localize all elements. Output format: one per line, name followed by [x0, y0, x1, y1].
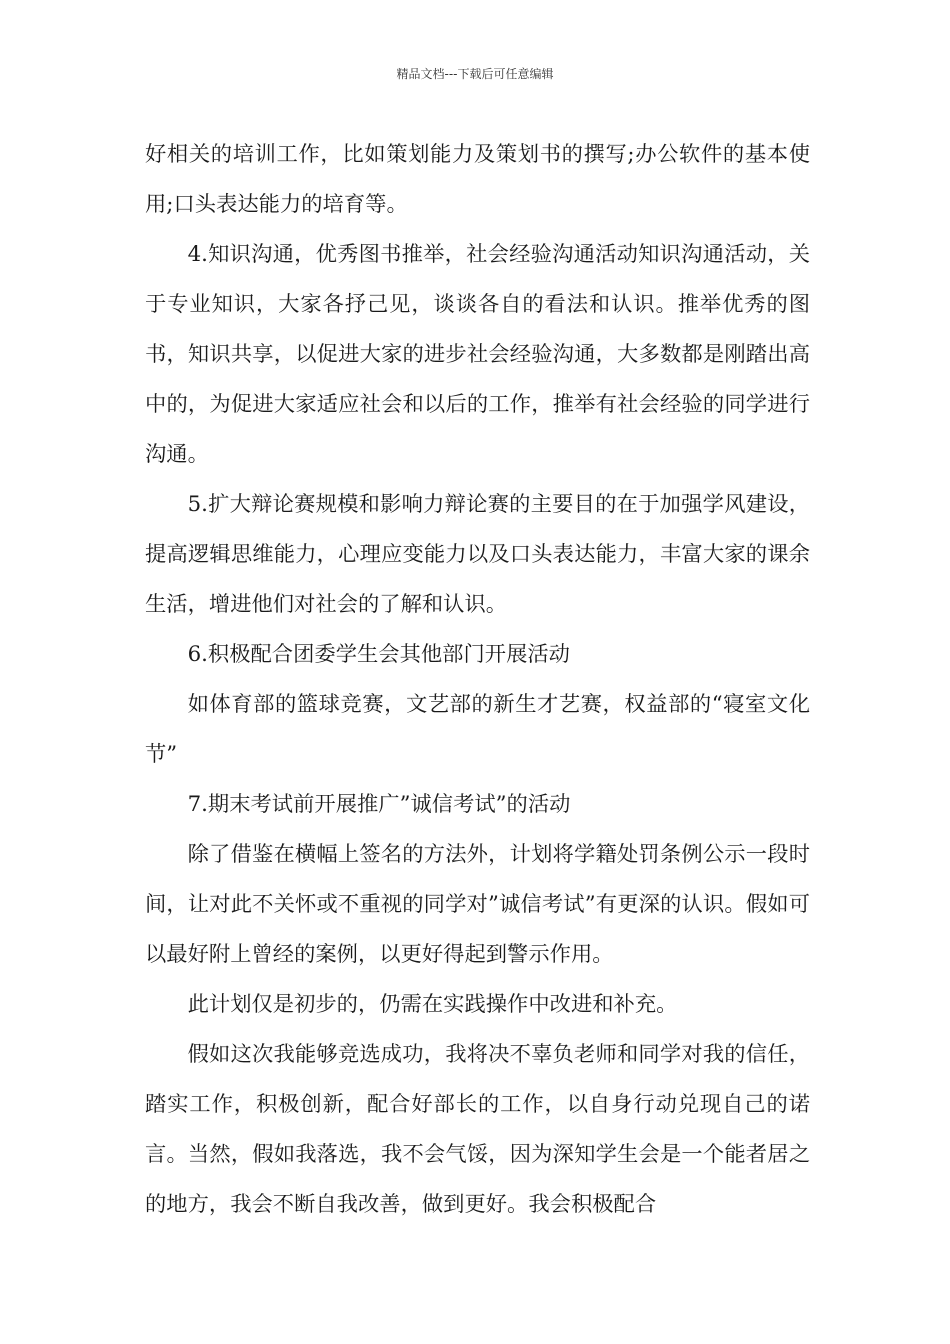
paragraph-9: 假如这次我能够竞选成功，我将决不辜负老师和同学对我的信任，踏实工作，积极创新，配合好部长的工作，以自身行动兑现自己的诺言。当然，假如我落选，我不会气馁，因为深知学生会是一个能者居之的地方，我会不断自我改善，做到更好。我会积极配合 — [145, 1042, 810, 1217]
paragraph-1: 好相关的培训工作，比如策划能力及策划书的撰写;办公软件的基本使用;口头表达能力的培育等。 — [145, 142, 810, 217]
page-header: 精品文档---下载后可任意编辑 — [396, 67, 554, 81]
paragraph-7: 除了借鉴在横幅上签名的方法外，计划将学籍处罚条例公示一段时间，让对此不关怀或不重视的同学对”诚信考试”有更深的认识。假如可以最好附上曾经的案例，以更好得起到警示作用。 — [145, 842, 810, 967]
paragraph-8: 此计划仅是初步的，仍需在实践操作中改进和补充。 — [187, 992, 678, 1017]
paragraph-6: 7.期末考试前开展推广”诚信考试”的活动 — [187, 792, 571, 817]
paragraph-3: 5.扩大辩论赛规模和影响力辩论赛的主要目的在于加强学风建设，提高逻辑思维能力，心理应变能力以及口头表达能力，丰富大家的课余生活，增进他们对社会的了解和认识。 — [145, 492, 810, 617]
paragraph-5: 如体育部的篮球竞赛，文艺部的新生才艺赛，权益部的“寝室文化节” — [145, 692, 810, 767]
paragraph-4: 6.积极配合团委学生会其他部门开展活动 — [187, 642, 570, 667]
paragraph-2: 4.知识沟通，优秀图书推举，社会经验沟通活动知识沟通活动，关于专业知识，大家各抒己见，谈谈各自的看法和认识。推举优秀的图书，知识共享，以促进大家的进步社会经验沟通，大多数都是刚踏出高中的，为促进大家适应社会和以后的工作，推举有社会经验的同学进行沟通。 — [145, 242, 810, 467]
document-body — [145, 130, 810, 1230]
